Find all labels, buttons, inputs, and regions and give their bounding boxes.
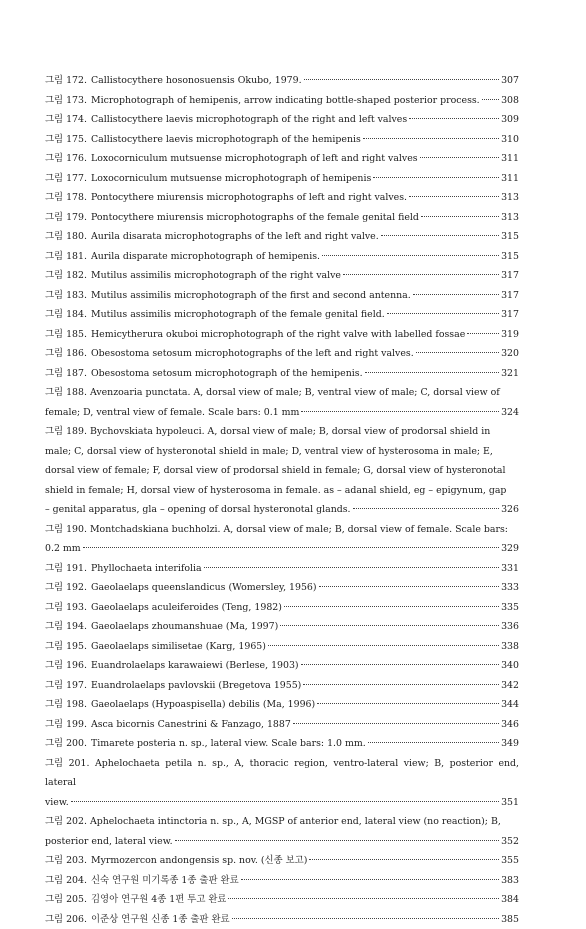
figure-label: 그림 176. xyxy=(45,149,87,169)
figure-label: 그림 183. xyxy=(45,286,87,306)
page-number: 336 xyxy=(501,617,519,637)
figure-label: 그림 174. xyxy=(45,110,87,130)
leader-dots xyxy=(293,722,499,724)
figure-caption: Phyllochaeta interifolia xyxy=(91,559,202,579)
page-number: 317 xyxy=(501,305,519,325)
figure-caption: Myrmozercon andongensis sp. nov. (신종 보고) xyxy=(91,851,307,871)
figure-entry xyxy=(45,598,519,618)
figure-caption: Loxocorniculum mutsuense microphotograph of left and right valves xyxy=(91,149,418,169)
leader-dots xyxy=(301,663,500,665)
page-number: 317 xyxy=(501,286,519,306)
figure-caption: 김영아 연구원 4종 1편 투고 완료 xyxy=(91,890,227,910)
figure-entry xyxy=(45,734,519,754)
figure-entry xyxy=(45,110,519,130)
figure-caption-part-2: female; D, ventral view of female. Scale bars: 0.1 mm xyxy=(45,403,299,423)
figure-caption: Gaeolaelaps (Hypoaspisella) debilis (Ma, 1996) xyxy=(91,695,315,715)
leader-dots xyxy=(280,624,499,626)
figure-label: 그림 193. xyxy=(45,598,87,618)
figure-caption: Mutilus assimilis microphotograph of the first and second antenna. xyxy=(91,286,411,306)
leader-dots xyxy=(353,507,500,509)
page-number: 315 xyxy=(501,247,519,267)
leader-dots xyxy=(175,839,500,841)
figure-caption-part-1: Aphelochaeta petila n. sp., A, thoracic region, ventro-lateral view; B, posterior end, lateral xyxy=(45,758,519,789)
figure-caption: Gaeolaelaps similisetae (Karg, 1965) xyxy=(91,637,266,657)
page-number: 355 xyxy=(501,851,519,871)
page-number: 335 xyxy=(501,598,519,618)
figure-label: 그림 206. xyxy=(45,910,87,929)
figure-caption-part-5: – genital apparatus, gla – opening of dorsal hysteronotal glands. xyxy=(45,500,351,520)
leader-dots xyxy=(413,293,499,295)
figure-caption-part-4: shield in female; H, dorsal view of hysterosoma in female. as – adanal shield, eg – epigynum, gap xyxy=(45,481,519,501)
leader-dots xyxy=(363,137,499,139)
figure-entry-188 xyxy=(45,383,519,422)
page-number: 385 xyxy=(501,910,519,929)
figure-entry xyxy=(45,169,519,189)
page-number: 311 xyxy=(501,149,519,169)
leader-dots xyxy=(319,585,500,587)
figure-entry xyxy=(45,890,519,910)
figure-label: 그림 189. xyxy=(45,426,87,437)
figure-label: 그림 200. xyxy=(45,734,87,754)
figure-caption: Pontocythere miurensis microphotographs of the female genital field xyxy=(91,208,419,228)
figure-caption: Mutilus assimilis microphotograph of the right valve xyxy=(91,266,341,286)
figure-caption: Asca bicornis Canestrini & Fanzago, 1887 xyxy=(91,715,291,735)
page-number: 307 xyxy=(501,71,519,91)
page-number: 310 xyxy=(501,130,519,150)
figure-caption: Callistocythere laevis microphotograph of the right and left valves xyxy=(91,110,407,130)
figure-caption: Hemicytherura okuboi microphotograph of the right valve with labelled fossae xyxy=(91,325,465,345)
page-number: 313 xyxy=(501,208,519,228)
leader-dots xyxy=(421,215,499,217)
figure-list-section-2 xyxy=(45,559,519,754)
figure-entry xyxy=(45,208,519,228)
figure-caption-part-1: Avenzoaria punctata. A, dorsal view of male; B, ventral view of male; C, dorsal view of xyxy=(90,387,500,398)
figure-label: 그림 205. xyxy=(45,890,87,910)
figure-caption-part-1: Aphelochaeta intinctoria n. sp., A, MGSP of anterior end, lateral view (no reaction); B, xyxy=(90,816,501,827)
page-number: 326 xyxy=(501,500,519,520)
figure-caption: Aurila disarata microphotographs of the left and right valve. xyxy=(91,227,379,247)
figure-label: 그림 196. xyxy=(45,656,87,676)
leader-dots xyxy=(387,312,499,314)
figure-caption: Loxocorniculum mutsuense microphotograph of hemipenis xyxy=(91,169,371,189)
figure-label: 그림 195. xyxy=(45,637,87,657)
figure-entry xyxy=(45,871,519,891)
figure-entry xyxy=(45,325,519,345)
leader-dots xyxy=(467,332,499,334)
leader-dots xyxy=(322,254,499,256)
figure-label: 그림 188. xyxy=(45,387,87,398)
figure-label: 그림 197. xyxy=(45,676,87,696)
figure-caption: Callistocythere hosonosuensis Okubo, 1979. xyxy=(91,71,302,91)
figure-entry xyxy=(45,286,519,306)
figure-entry xyxy=(45,149,519,169)
figure-caption-part-2: male; C, dorsal view of hysteronotal shield in male; D, ventral view of hysterosoma in male; E, xyxy=(45,442,519,462)
figure-entry xyxy=(45,91,519,111)
figure-caption: Obesostoma setosum microphotographs of the left and right valves. xyxy=(91,344,414,364)
leader-dots xyxy=(409,117,499,119)
page-number: 321 xyxy=(501,364,519,384)
figure-caption-part-1: Montchadskiana buchholzi. A, dorsal view of male; B, dorsal view of female. Scale bars: xyxy=(90,524,508,535)
figure-entry xyxy=(45,305,519,325)
figure-caption-part-2: view. xyxy=(45,793,69,813)
leader-dots xyxy=(232,917,500,919)
page-number: 342 xyxy=(501,676,519,696)
figure-entry xyxy=(45,130,519,150)
leader-dots xyxy=(241,878,499,880)
figure-caption: 신숙 연구원 미기록종 1종 출판 완료 xyxy=(91,871,239,891)
page-number: 333 xyxy=(501,578,519,598)
figure-entry xyxy=(45,695,519,715)
figure-caption-part-1: Bychovskiata hypoleuci. A, dorsal view of male; B, dorsal view of prodorsal shield in xyxy=(90,426,490,437)
figure-caption-part-2: 0.2 mm xyxy=(45,539,81,559)
leader-dots xyxy=(409,195,499,197)
figure-entry xyxy=(45,266,519,286)
page-number: 384 xyxy=(501,890,519,910)
figure-entry xyxy=(45,227,519,247)
figure-label: 그림 184. xyxy=(45,305,87,325)
figure-entry xyxy=(45,637,519,657)
page-number: 315 xyxy=(501,227,519,247)
figure-entry xyxy=(45,578,519,598)
page-number: 338 xyxy=(501,637,519,657)
leader-dots xyxy=(71,800,499,802)
figure-entry xyxy=(45,656,519,676)
page-number: 344 xyxy=(501,695,519,715)
figure-list-section-3 xyxy=(45,851,519,929)
figure-label: 그림 202. xyxy=(45,816,87,827)
figure-list xyxy=(45,71,519,929)
leader-dots xyxy=(284,605,499,607)
figure-list-section-1 xyxy=(45,71,519,383)
leader-dots xyxy=(416,351,499,353)
leader-dots xyxy=(343,273,499,275)
figure-caption: Gaeolaelaps zhoumanshuae (Ma, 1997) xyxy=(91,617,278,637)
figure-label: 그림 191. xyxy=(45,559,87,579)
page-number: 309 xyxy=(501,110,519,130)
leader-dots xyxy=(420,156,500,158)
figure-label: 그림 172. xyxy=(45,71,87,91)
figure-entry xyxy=(45,617,519,637)
leader-dots xyxy=(309,858,499,860)
figure-caption: 이준상 연구원 신종 1종 출판 완료 xyxy=(91,910,230,929)
figure-label: 그림 180. xyxy=(45,227,87,247)
figure-caption: Callistocythere laevis microphotograph of the hemipenis xyxy=(91,130,361,150)
leader-dots xyxy=(482,98,499,100)
figure-label: 그림 190. xyxy=(45,524,87,535)
figure-entry xyxy=(45,344,519,364)
figure-label: 그림 194. xyxy=(45,617,87,637)
figure-caption: Gaeolaelaps aculeiferoides (Teng, 1982) xyxy=(91,598,282,618)
figure-caption-part-2: posterior end, lateral view. xyxy=(45,832,173,852)
figure-entry-201 xyxy=(45,754,519,813)
figure-entry xyxy=(45,851,519,871)
figure-label: 그림 201. xyxy=(45,758,89,769)
page-number: 331 xyxy=(501,559,519,579)
figure-label: 그림 203. xyxy=(45,851,87,871)
figure-label: 그림 198. xyxy=(45,695,87,715)
figure-label: 그림 178. xyxy=(45,188,87,208)
figure-caption: Euandrolaelaps pavlovskii (Bregetova 1955) xyxy=(91,676,301,696)
page-number: 346 xyxy=(501,715,519,735)
figure-entry xyxy=(45,247,519,267)
figure-entry xyxy=(45,676,519,696)
figure-label: 그림 177. xyxy=(45,169,87,189)
figure-label: 그림 199. xyxy=(45,715,87,735)
figure-entry-189 xyxy=(45,422,519,520)
leader-dots xyxy=(368,741,499,743)
leader-dots xyxy=(365,371,500,373)
figure-entry xyxy=(45,364,519,384)
figure-caption: Pontocythere miurensis microphotographs of left and right valves. xyxy=(91,188,407,208)
figure-entry xyxy=(45,910,519,929)
figure-label: 그림 175. xyxy=(45,130,87,150)
leader-dots xyxy=(303,683,499,685)
page-number: 351 xyxy=(501,793,519,813)
page-number: 311 xyxy=(501,169,519,189)
leader-dots xyxy=(317,702,499,704)
figure-entry-202 xyxy=(45,812,519,851)
figure-label: 그림 182. xyxy=(45,266,87,286)
figure-caption: Gaeolaelaps queenslandicus (Womersley, 1956) xyxy=(91,578,317,598)
page-number: 340 xyxy=(501,656,519,676)
figure-label: 그림 181. xyxy=(45,247,87,267)
page-number: 319 xyxy=(501,325,519,345)
page-number: 320 xyxy=(501,344,519,364)
figure-caption: Euandrolaelaps karawaiewi (Berlese, 1903) xyxy=(91,656,299,676)
figure-caption-part-3: dorsal view of female; F, dorsal view of prodorsal shield in female; G, dorsal view of hysteronotal xyxy=(45,461,519,481)
page-number: 317 xyxy=(501,266,519,286)
figure-label: 그림 192. xyxy=(45,578,87,598)
leader-dots xyxy=(301,410,499,412)
figure-entry xyxy=(45,715,519,735)
page-number: 324 xyxy=(501,403,519,423)
figure-entry xyxy=(45,559,519,579)
page-number: 349 xyxy=(501,734,519,754)
figure-label: 그림 187. xyxy=(45,364,87,384)
figure-entry-190 xyxy=(45,520,519,559)
leader-dots xyxy=(83,546,499,548)
figure-entry xyxy=(45,188,519,208)
page-number: 383 xyxy=(501,871,519,891)
figure-label: 그림 173. xyxy=(45,91,87,111)
leader-dots xyxy=(204,566,500,568)
figure-label: 그림 185. xyxy=(45,325,87,345)
page-number: 308 xyxy=(501,91,519,111)
leader-dots xyxy=(373,176,499,178)
figure-caption: Timarete posteria n. sp., lateral view. Scale bars: 1.0 mm. xyxy=(91,734,366,754)
figure-caption: Microphotograph of hemipenis, arrow indicating bottle-shaped posterior process. xyxy=(91,91,480,111)
page-number: 352 xyxy=(501,832,519,852)
leader-dots xyxy=(304,78,500,80)
page-number: 329 xyxy=(501,539,519,559)
figure-label: 그림 186. xyxy=(45,344,87,364)
figure-caption: Mutilus assimilis microphotograph of the female genital field. xyxy=(91,305,385,325)
leader-dots xyxy=(268,644,499,646)
figure-entry xyxy=(45,71,519,91)
figure-caption: Aurila disparate microphotograph of hemipenis. xyxy=(91,247,320,267)
figure-label: 그림 179. xyxy=(45,208,87,228)
leader-dots xyxy=(381,234,499,236)
figure-caption: Obesostoma setosum microphotograph of the hemipenis. xyxy=(91,364,363,384)
leader-dots xyxy=(228,897,499,899)
page-number: 313 xyxy=(501,188,519,208)
figure-label: 그림 204. xyxy=(45,871,87,891)
